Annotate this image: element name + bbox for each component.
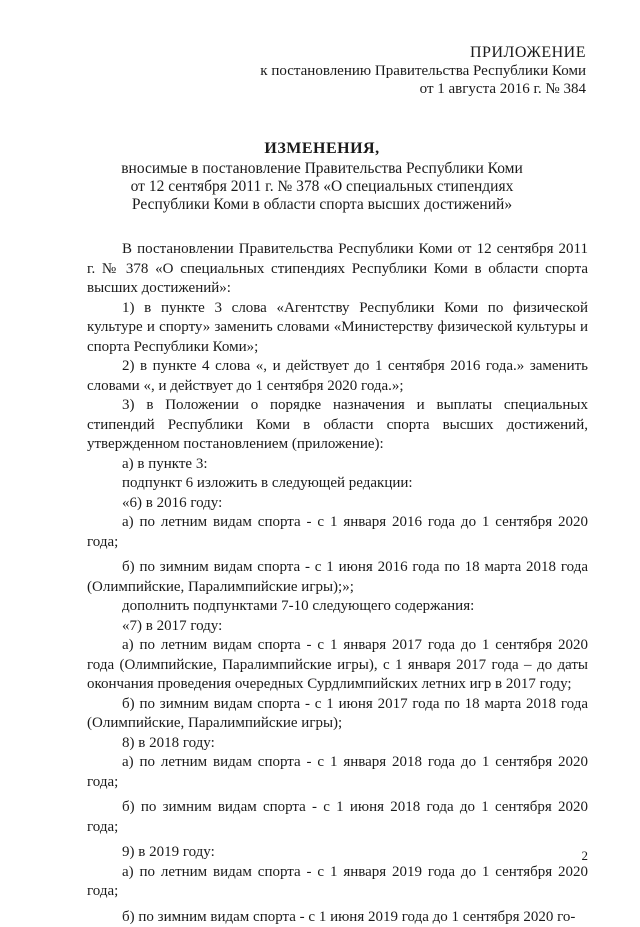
paragraph: «7) в 2017 году: xyxy=(87,617,588,637)
heading-line-1: вносимые в постановление Правительства Республики Коми xyxy=(60,160,584,178)
paragraph-intro: В постановлении Правительства Республики Коми от 12 сентября 2011 г. № 378 «О специальных стипендиях Республики Коми в области спорта высших достижений»: xyxy=(87,240,588,299)
paragraph: а) по летним видам спорта - с 1 января 2019 года до 1 сентября 2020 года; xyxy=(87,863,588,902)
paragraph: а) по летним видам спорта - с 1 января 2016 года до 1 сентября 2020 года; xyxy=(87,513,588,552)
heading-line-2: от 12 сентября 2011 г. № 378 «О специальных стипендиях xyxy=(60,178,584,196)
paragraph: подпункт 6 изложить в следующей редакции: xyxy=(87,474,588,494)
paragraph: б) по зимним видам спорта - с 1 июня 2019 года до 1 сентября 2020 го- xyxy=(87,908,588,927)
paragraph: б) по зимним видам спорта - с 1 июня 2017 года по 18 марта 2018 года (Олимпийские, Паралимпийские игры); xyxy=(87,695,588,734)
appendix-header xyxy=(260,44,586,98)
paragraph: а) по летним видам спорта - с 1 января 2018 года до 1 сентября 2020 года; xyxy=(87,753,588,792)
document-body xyxy=(87,240,588,927)
paragraph: «6) в 2016 году: xyxy=(87,494,588,514)
paragraph: 9) в 2019 году: xyxy=(87,843,588,863)
appendix-line-1: к постановлению Правительства Республики Коми xyxy=(260,62,586,80)
paragraph: дополнить подпунктами 7-10 следующего содержания: xyxy=(87,597,588,617)
heading-line-3: Республики Коми в области спорта высших достижений» xyxy=(60,196,584,214)
paragraph: б) по зимним видам спорта - с 1 июня 2016 года по 18 марта 2018 года (Олимпийские, Паралимпийские игры);»; xyxy=(87,558,588,597)
paragraph: б) по зимним видам спорта - с 1 июня 2018 года до 1 сентября 2020 года; xyxy=(87,798,588,837)
paragraph-item-3: 3) в Положении о порядке назначения и выплаты специальных стипендий Республики Коми в области спорта высших достижений, утвержденном постановлением (приложение): xyxy=(87,396,588,455)
paragraph: 8) в 2018 году: xyxy=(87,734,588,754)
appendix-title: ПРИЛОЖЕНИЕ xyxy=(260,44,586,62)
paragraph-item-1: 1) в пункте 3 слова «Агентству Республики Коми по физической культуре и спорту» заменить словами «Министерству физической культуры и спорта Республики Коми»; xyxy=(87,299,588,358)
page-number: 2 xyxy=(582,848,589,864)
paragraph-item-2: 2) в пункте 4 слова «, и действует до 1 сентября 2016 года.» заменить словами «, и действует до 1 сентября 2020 года.»; xyxy=(87,357,588,396)
paragraph: а) по летним видам спорта - с 1 января 2017 года до 1 сентября 2020 года (Олимпийские, Паралимпийские игры), с 1 января 2017 года – до даты окончания проведения очередных Сурдлимпийских летних игр в 2017 году; xyxy=(87,636,588,695)
paragraph: а) в пункте 3: xyxy=(87,455,588,475)
document-heading xyxy=(60,140,584,214)
heading-title: ИЗМЕНЕНИЯ, xyxy=(60,140,584,158)
appendix-line-2: от 1 августа 2016 г. № 384 xyxy=(260,80,586,98)
